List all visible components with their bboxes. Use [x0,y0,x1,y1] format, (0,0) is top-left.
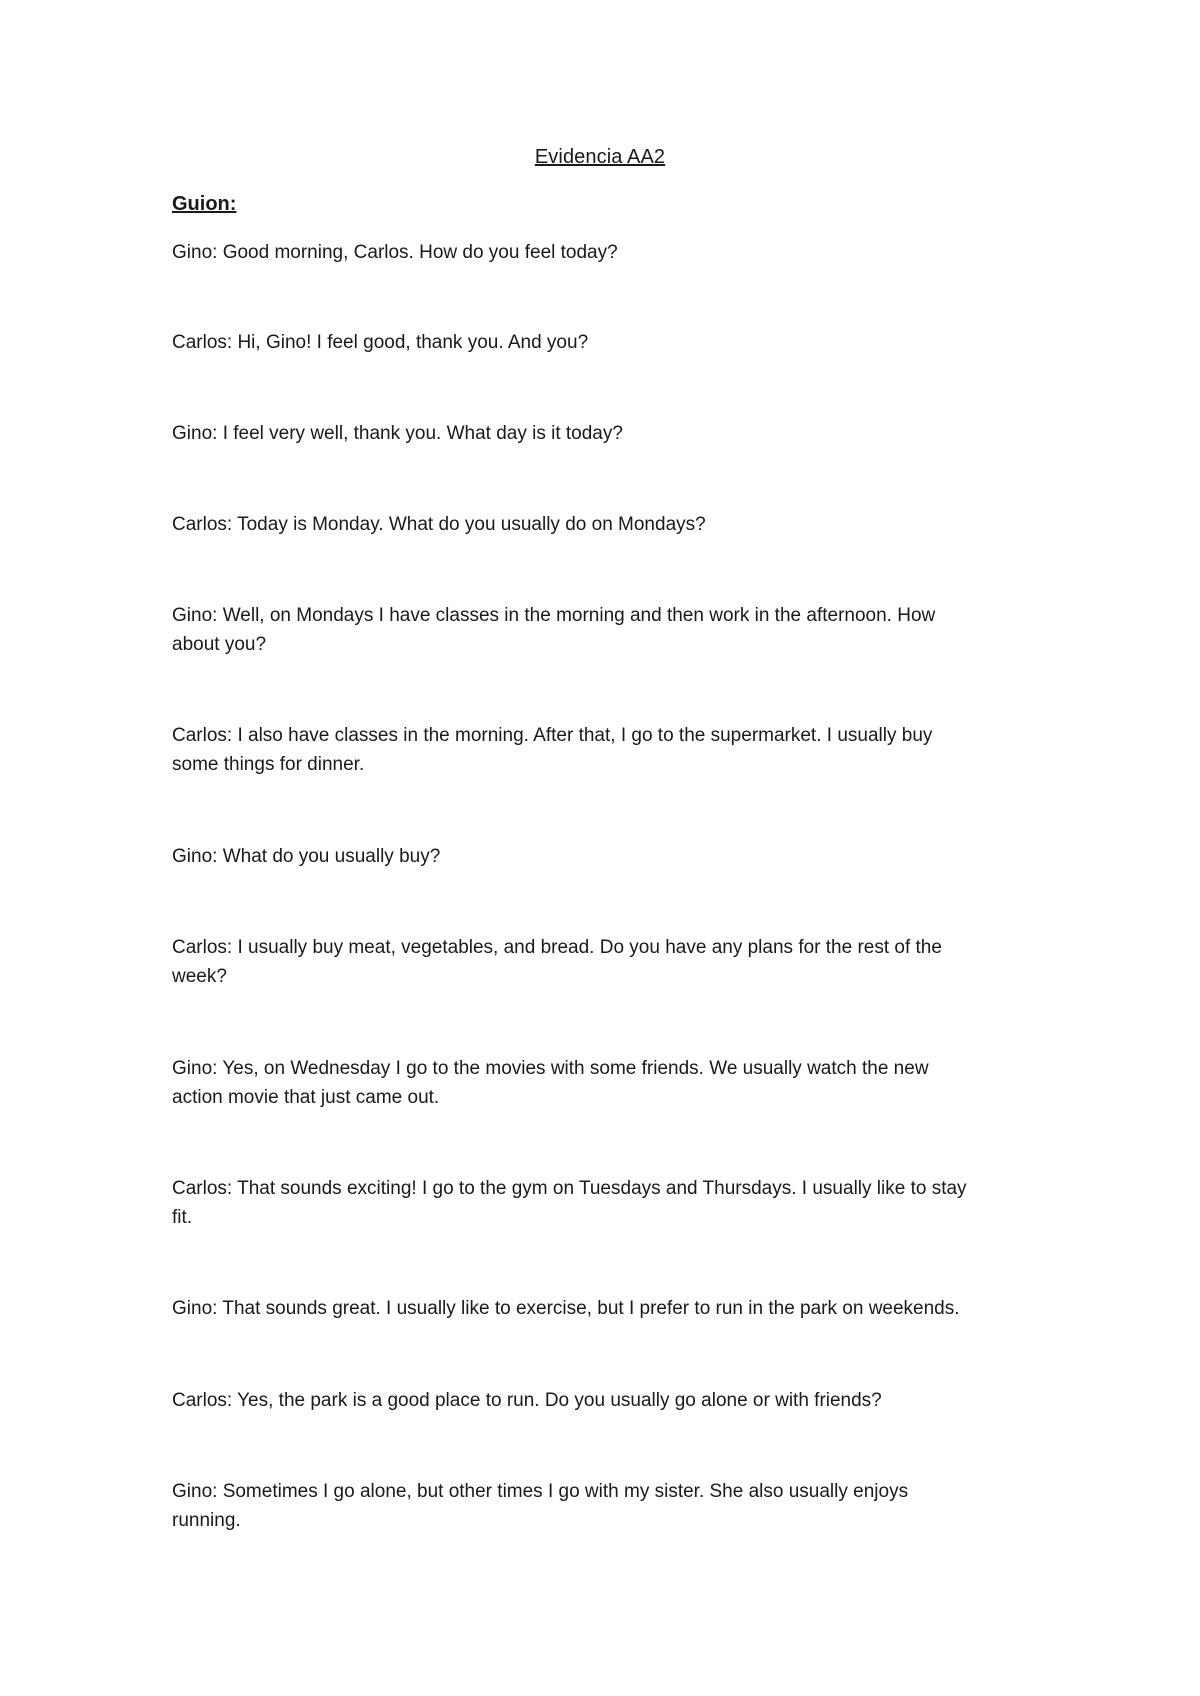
document-title: Evidencia AA2 [534,146,666,168]
dialogue-line: Carlos: Today is Monday. What do you usually do on Mondays? [172,514,706,535]
dialogue-line: Carlos: Hi, Gino! I feel good, thank you. And you? [172,332,589,353]
dialogue-line: Gino: That sounds great. I usually like to exercise, but I prefer to run in the park on weekends. [172,1298,960,1319]
dialogue-line: Gino: I feel very well, thank you. What day is it today? [172,423,623,444]
dialogue-line: running. [172,1510,241,1531]
section-heading: Guion: [172,193,237,215]
dialogue-line: Gino: Well, on Mondays I have classes in the morning and then work in the afternoon. How [172,605,936,626]
dialogue-line: Carlos: That sounds exciting! I go to the gym on Tuesdays and Thursdays. I usually like to stay [172,1178,967,1199]
dialogue-line: fit. [172,1207,193,1228]
dialogue-line: action movie that just came out. [172,1087,440,1108]
dialogue-line: Carlos: Yes, the park is a good place to run. Do you usually go alone or with friends? [172,1390,882,1411]
dialogue-line: Gino: What do you usually buy? [172,846,441,867]
dialogue-line: about you? [172,634,267,655]
dialogue-line: Gino: Yes, on Wednesday I go to the movies with some friends. We usually watch the new [172,1058,929,1079]
dialogue-line: Carlos: I usually buy meat, vegetables, and bread. Do you have any plans for the rest of the [172,937,942,958]
dialogue-line: Gino: Good morning, Carlos. How do you feel today? [172,242,618,263]
dialogue-line: week? [172,966,227,987]
dialogue-line: some things for dinner. [172,754,365,775]
dialogue-line: Gino: Sometimes I go alone, but other times I go with my sister. She also usually enjoys [172,1481,909,1502]
dialogue-line: Carlos: I also have classes in the morning. After that, I go to the supermarket. I usually buy [172,725,933,746]
